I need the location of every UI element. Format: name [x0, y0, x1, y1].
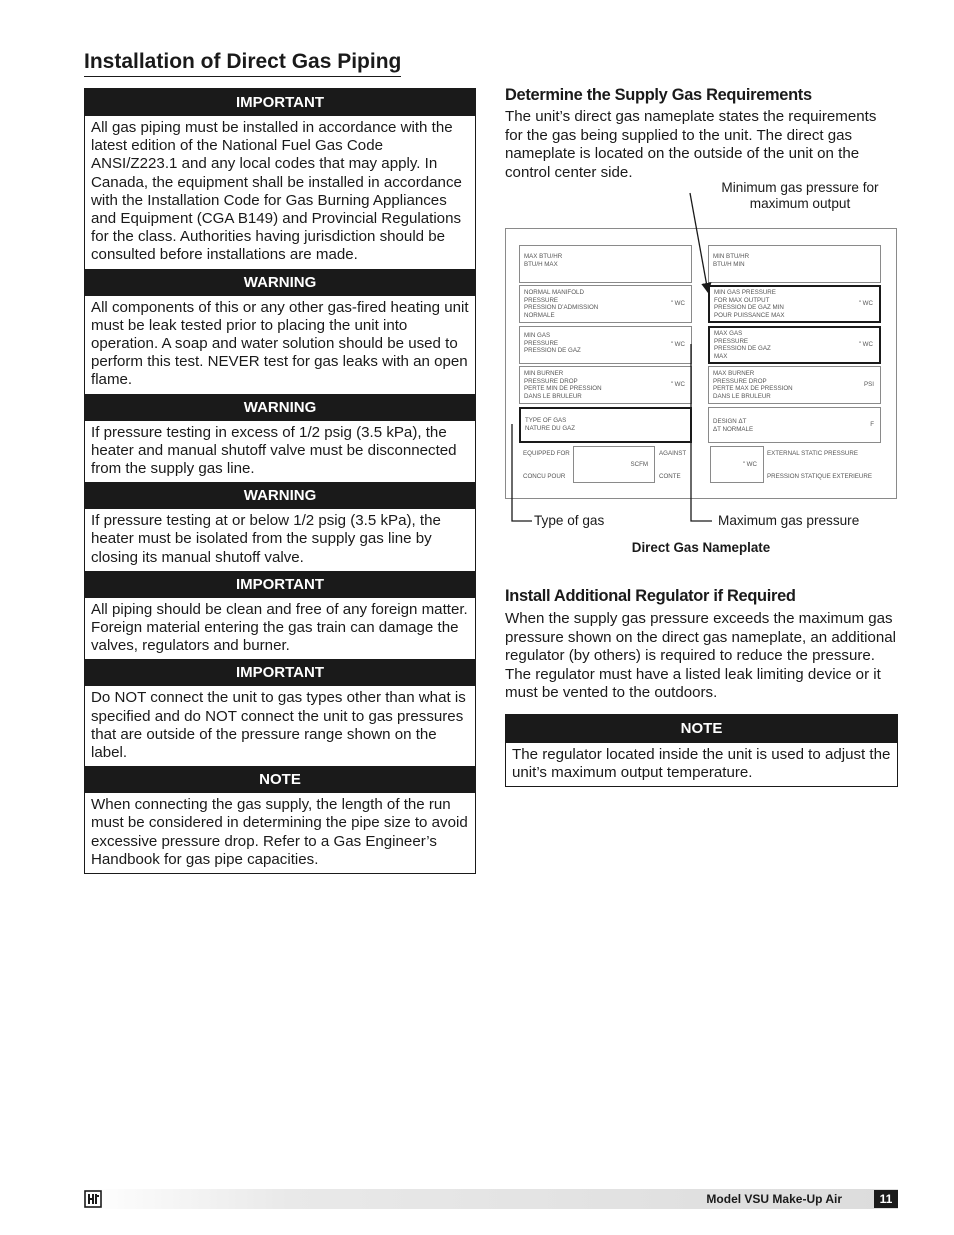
nameplate-text: PERTE MAX DE PRESSION	[713, 385, 793, 393]
callout-stack	[84, 88, 476, 874]
nameplate-external-static: EXTERNAL STATIC PRESSURE	[767, 450, 858, 457]
nameplate-field-min-gas-pressure-max-output	[708, 285, 881, 323]
nameplate-text: BTU/H MIN	[713, 260, 745, 268]
callout-important-clean-piping	[85, 571, 475, 660]
nameplate-field-scfm	[573, 446, 655, 483]
nameplate-unit: " WC	[858, 300, 873, 308]
nameplate-text: FOR MAX OUTPUT	[714, 296, 770, 304]
nameplate-text: PRESSURE DROP	[713, 377, 767, 385]
nameplate-text: PRESSION D’ADMISSION	[524, 304, 599, 312]
nameplate-unit: " WC	[858, 341, 873, 349]
nameplate-field-max-btu	[519, 245, 692, 283]
supply-paragraph: The unit’s direct gas nameplate states the requirements for the gas being supplied to the unit. The direct gas nameplate is located on the outside of the unit on the control center side.	[505, 108, 877, 181]
nameplate-unit: " WC	[670, 341, 685, 349]
callout-header: WARNING	[85, 394, 475, 421]
regulator-heading: Install Additional Regulator if Required	[505, 587, 796, 605]
callout-warning-pressure-below	[85, 482, 475, 571]
annotation-min-gas-pressure: Minimum gas pressure for maximum output	[721, 180, 879, 211]
nameplate-text: MAX	[714, 352, 728, 360]
note-regulator	[505, 714, 898, 787]
page-number: 11	[874, 1190, 898, 1208]
nameplate-text: PRESSION DE GAZ	[524, 347, 581, 355]
nameplate-unit: " WC	[670, 300, 685, 308]
note-body: The regulator located inside the unit is used to adjust the unit’s maximum output temperature.	[512, 746, 891, 782]
nameplate-text: MIN BTU/HR	[713, 253, 750, 260]
nameplate-field-type-of-gas	[519, 407, 692, 443]
nameplate-field-max-gas-pressure	[708, 326, 881, 364]
callout-body: All piping should be clean and free of any foreign matter. Foreign material entering the gas train can damage the valves, regulators and burner.	[91, 600, 468, 655]
nameplate-text: PRESSURE	[714, 337, 749, 345]
callout-body: All gas piping must be installed in accordance with the latest edition of the National Fuel Gas Code ANSI/Z223.1 and any local codes that may apply. In Canada, the equipment shall be installed in accordance with the Installation Code for Gas Burning Appliances and Equipment (CGA B149) and Provincial Regulations for the class. Authorities having jurisdiction should be consulted before installations are made.	[91, 119, 462, 264]
nameplate-text: DANS LE BRULEUR	[713, 392, 771, 400]
callout-important-codes	[85, 89, 475, 269]
nameplate-text: MAX BURNER	[713, 370, 755, 377]
nameplate-text: BTU/H MAX	[524, 260, 558, 268]
nameplate-field-max-burner-drop	[708, 366, 881, 404]
regulator-paragraph: When the supply gas pressure exceeds the maximum gas pressure shown on the direct gas nameplate, an additional regulator (by others) is required to reduce the pressure. The regulator must have a listed leak limiting device or it must be vented to the outdoors.	[505, 610, 897, 702]
nameplate-text: PRESSURE	[524, 339, 559, 347]
nameplate-unit: PSI	[864, 381, 874, 389]
nameplate-text: MIN GAS	[524, 332, 551, 339]
nameplate-text: NORMALE	[524, 311, 555, 319]
nameplate-text: MIN GAS PRESSURE	[714, 289, 776, 296]
nameplate-text: DESIGN ΔT	[713, 418, 747, 425]
nameplate-text: PRESSURE	[524, 296, 559, 304]
nameplate-text: NORMAL MANIFOLD	[524, 289, 584, 296]
nameplate-unit: " WC	[742, 460, 757, 468]
nameplate-unit: SCFM	[630, 460, 648, 468]
callout-header: IMPORTANT	[85, 571, 475, 598]
callout-header: NOTE	[85, 766, 475, 793]
nameplate-text: MIN BURNER	[524, 370, 564, 377]
nameplate-equipped-for: EQUIPPED FOR	[523, 450, 570, 457]
callout-header: IMPORTANT	[85, 659, 475, 686]
page-title: Installation of Direct Gas Piping	[84, 50, 401, 77]
callout-body: If pressure testing at or below 1/2 psig (3.5 kPa), the heater must be isolated from the supply gas line by closing its manual shutoff valve.	[91, 512, 441, 566]
annotation-type-of-gas: Type of gas	[534, 513, 605, 528]
callout-body: Do NOT connect the unit to gas types other than what is specified and do NOT connect the unit to gas pressures that are outside of the pressure range shown on the label.	[91, 689, 466, 762]
callout-body: If pressure testing in excess of 1/2 psig (3.5 kPa), the heater and manual shutoff valve must be disconnected from the supply gas line.	[91, 423, 457, 478]
footer-model-name: Model VSU Make-Up Air	[706, 1192, 842, 1206]
callout-header: WARNING	[85, 482, 475, 509]
nameplate-text: PRESSURE DROP	[524, 377, 578, 385]
nameplate-contre: CONTE	[659, 473, 681, 480]
annotation-max-gas-pressure: Maximum gas pressure	[718, 513, 860, 528]
nameplate-text: MAX BTU/HR	[524, 253, 563, 260]
nameplate-text: PRESSION DE GAZ MIN	[714, 304, 784, 312]
callout-body: When connecting the gas supply, the length of the run must be considered in determining the pipe size to avoid excessive pressure drop. Refer to a Gas Engineer’s Handbook for gas pipe capacities.	[91, 796, 468, 868]
callout-header: WARNING	[85, 269, 475, 296]
nameplate-text: TYPE OF GAS	[525, 417, 567, 424]
callout-note-pipe-size	[85, 766, 475, 873]
nameplate-field-design-dt	[708, 407, 881, 443]
nameplate-against: AGAINST	[659, 450, 687, 457]
nameplate-concu-pour: CONCU POUR	[523, 473, 566, 480]
nameplate-text: MAX GAS	[714, 330, 743, 337]
callout-important-gas-types	[85, 659, 475, 766]
callout-body: All components of this or any other gas-fired heating unit must be leak tested prior to placing the unit into operation. A soap and water solution should be used to perform this test. NEVER test for gas leaks with an open flame.	[91, 298, 469, 389]
nameplate-text: ΔT NORMALE	[713, 425, 754, 433]
callout-header: IMPORTANT	[85, 89, 475, 116]
nameplate-caption: Direct Gas Nameplate	[631, 540, 771, 555]
nameplate-field-min-burner-drop	[519, 366, 692, 404]
nameplate-unit: " WC	[670, 381, 685, 389]
nameplate-field-min-btu	[708, 245, 881, 283]
nameplate-field-min-gas-pressure	[519, 326, 692, 364]
nameplate-pression-statique: PRESSION STATIQUE EXTERIEURE	[767, 473, 872, 480]
brand-logo-icon	[84, 1190, 102, 1208]
nameplate-field-static-pressure	[710, 446, 764, 483]
nameplate-text: PERTE MIN DE PRESSION	[524, 385, 602, 393]
nameplate-text: NATURE DU GAZ	[525, 424, 576, 432]
supply-heading: Determine the Supply Gas Requirements	[505, 86, 812, 104]
direct-gas-nameplate	[505, 228, 897, 499]
nameplate-text: POUR PUISSANCE MAX	[714, 311, 785, 319]
nameplate-text: DANS LE BRULEUR	[524, 392, 582, 400]
nameplate-field-normal-manifold	[519, 285, 692, 323]
callout-warning-leak-test	[85, 269, 475, 394]
nameplate-text: PRESSION DE GAZ	[714, 345, 771, 353]
nameplate-unit: F	[870, 421, 874, 429]
note-header: NOTE	[506, 715, 897, 743]
callout-warning-pressure-above	[85, 394, 475, 483]
